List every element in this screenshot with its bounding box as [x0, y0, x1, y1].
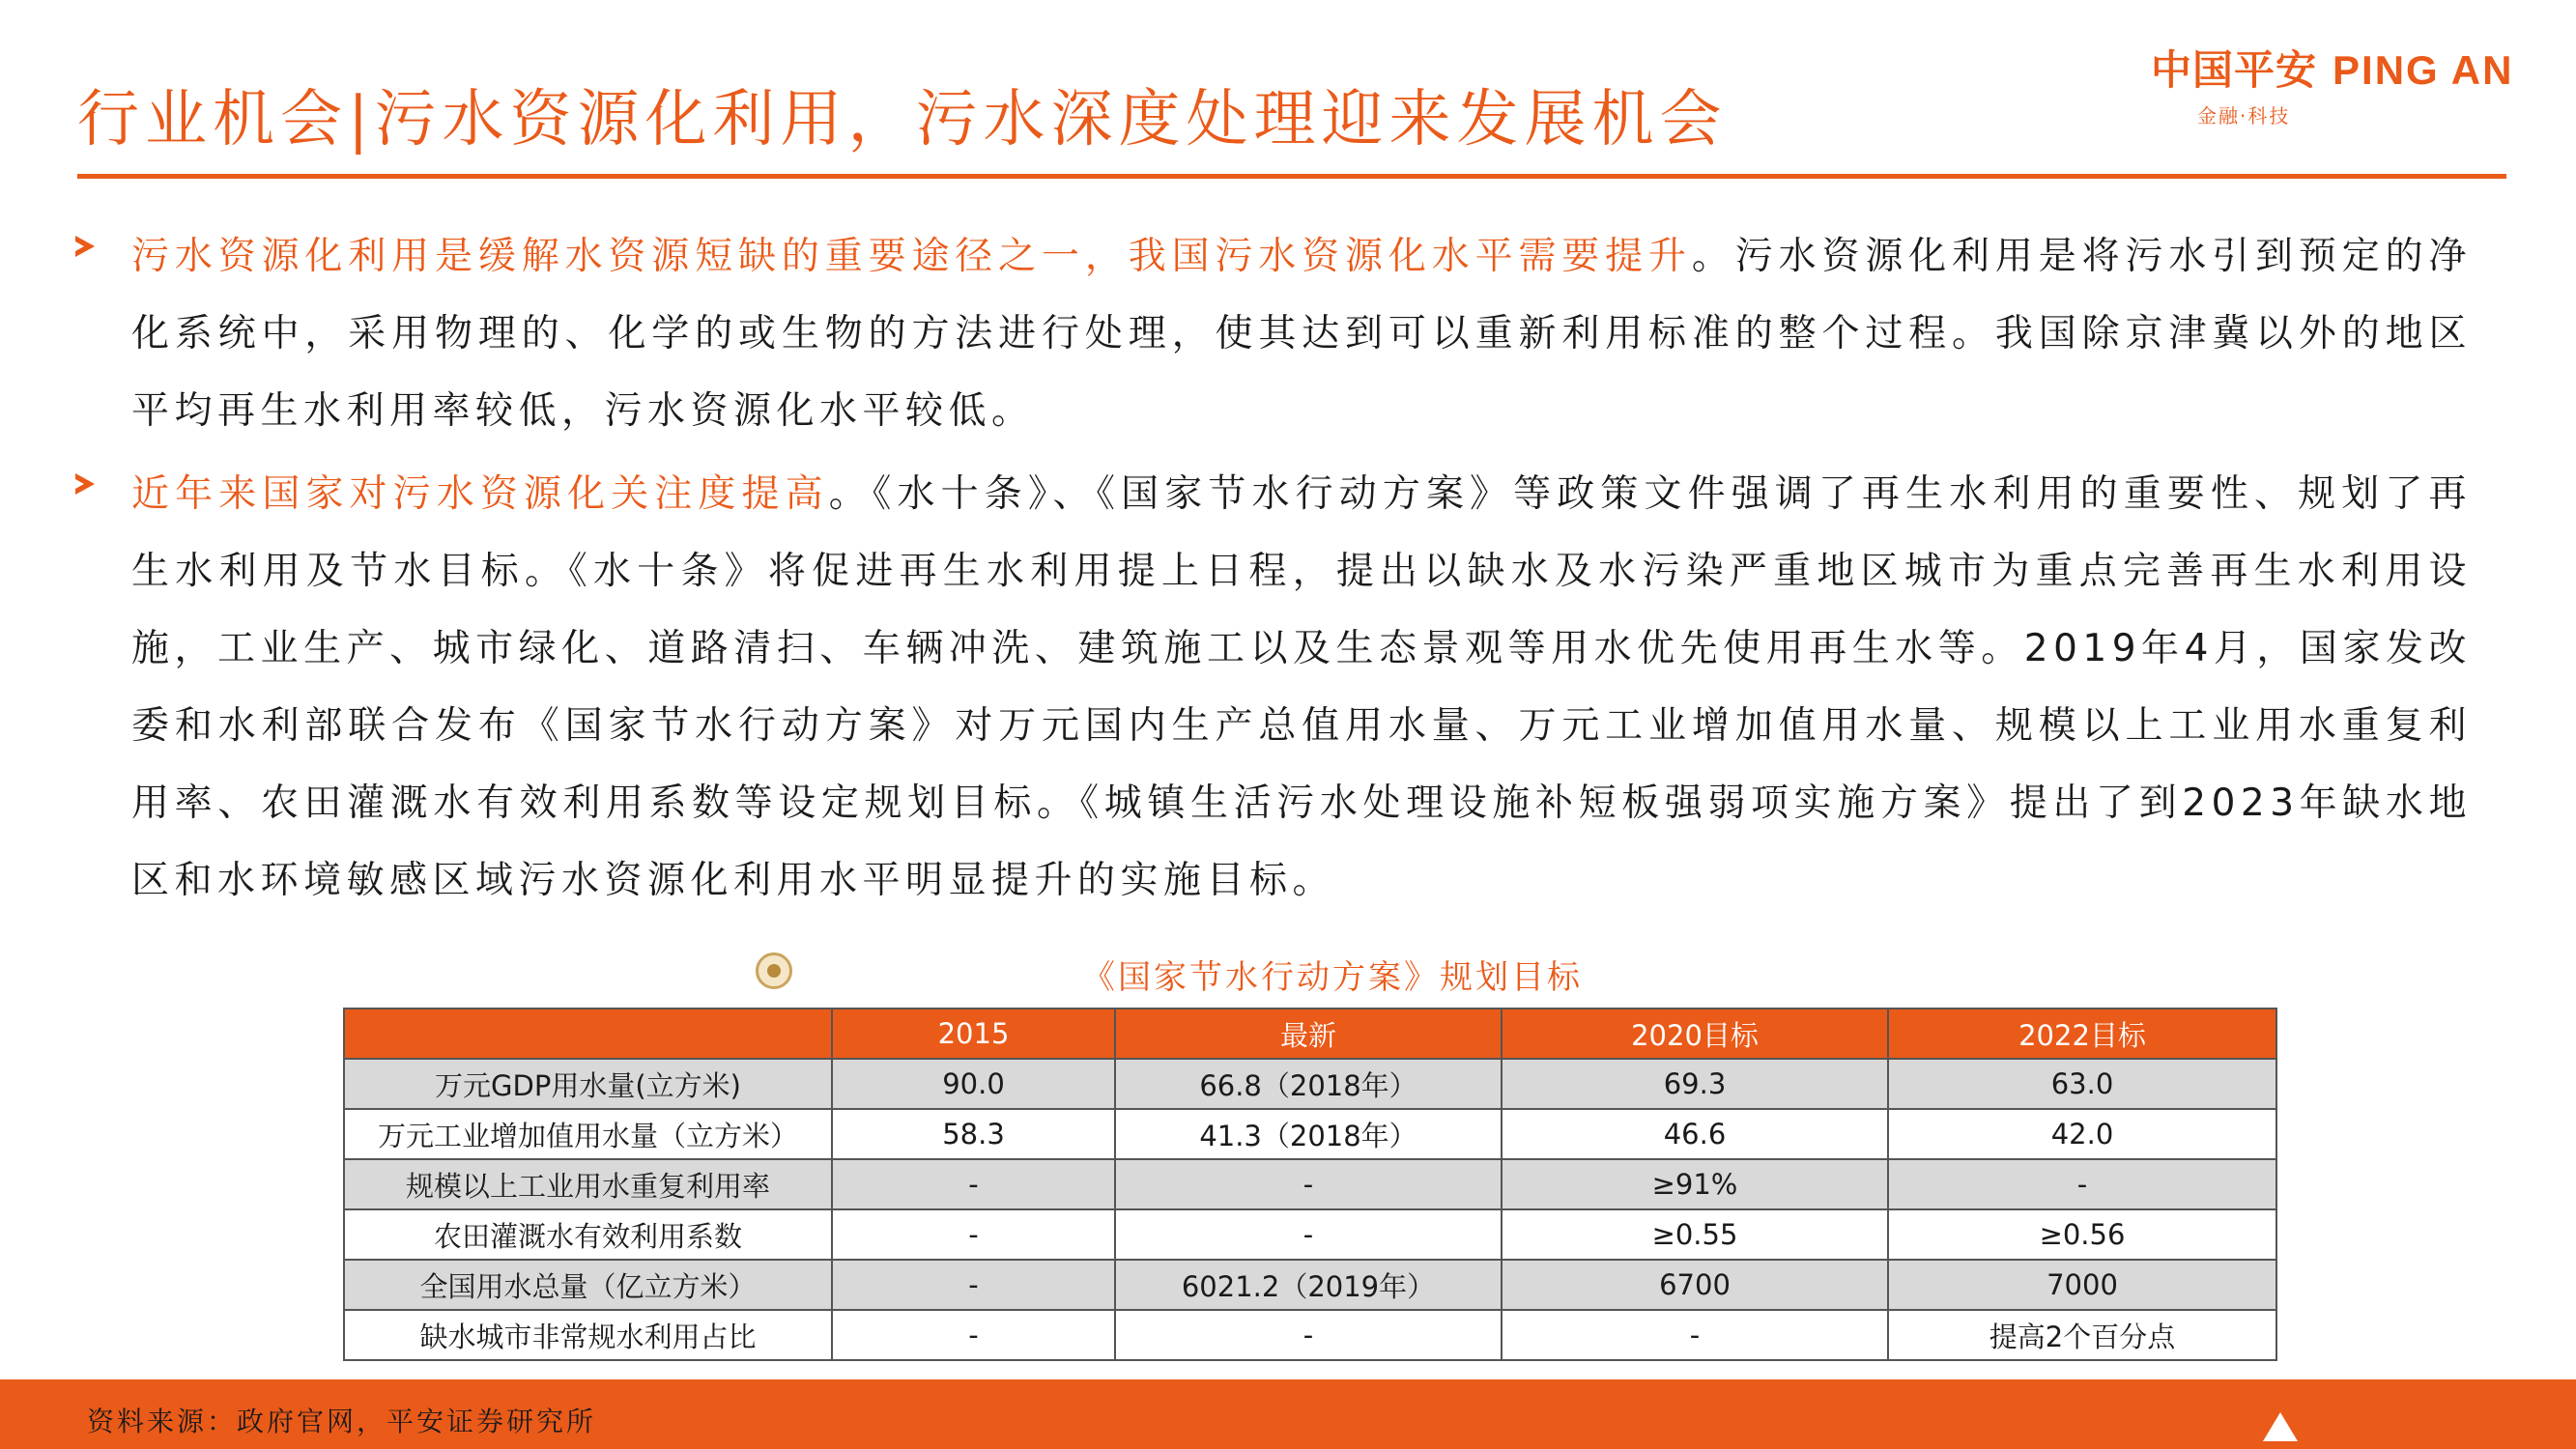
table-cell: -: [1115, 1209, 1502, 1260]
bullet-body: 。污水资源化利用是将污水引到预定的净化系统中，采用物理的、化学的或生物的方法进行处理，使其达到可以重新利用标准的整个过程。我国除京津冀以外的地区平均再生水利用率较低，污水资源化水平较低。: [131, 235, 2472, 433]
table-cell: ≥0.56: [1888, 1209, 2276, 1260]
bullet-item: [75, 456, 2472, 920]
target-icon: [756, 952, 792, 989]
bullet-arrow-icon: [75, 236, 95, 257]
targets-table: [343, 1008, 2277, 1361]
table-cell: -: [1502, 1310, 1888, 1360]
table-row: [344, 1310, 2276, 1360]
table-cell: 规模以上工业用水重复利用率: [344, 1159, 832, 1209]
table-row: [344, 1059, 2276, 1109]
table-cell: 6700: [1502, 1260, 1888, 1310]
table-cell: ≥91%: [1502, 1159, 1888, 1209]
table-cell: 提高2个百分点: [1888, 1310, 2276, 1360]
table-cell: 63.0: [1888, 1059, 2276, 1109]
header-cell: 2015: [832, 1009, 1115, 1059]
bullet-highlight: 近年来国家对污水资源化关注度提高: [131, 472, 829, 516]
logo-cn: 中国平安: [2151, 47, 2318, 93]
table-cell: 58.3: [832, 1109, 1115, 1159]
header-cell: 最新: [1115, 1009, 1502, 1059]
header-cell: [344, 1009, 832, 1059]
table-row: [344, 1260, 2276, 1310]
bullet-arrow-icon: [75, 473, 95, 495]
header-cell: 2022目标: [1888, 1009, 2276, 1059]
table-cell: 全国用水总量（亿立方米）: [344, 1260, 832, 1310]
table-cell: 7000: [1888, 1260, 2276, 1310]
table-cell: 万元GDP用水量(立方米): [344, 1059, 832, 1109]
table-row: [344, 1109, 2276, 1159]
table-cell: 66.8（2018年）: [1115, 1059, 1502, 1109]
table-cell: 42.0: [1888, 1109, 2276, 1159]
table-cell: -: [832, 1209, 1115, 1260]
table-cell: 农田灌溉水有效利用系数: [344, 1209, 832, 1260]
logo-wordmark: [2151, 39, 2549, 97]
table-cell: 缺水城市非常规水利用占比: [344, 1310, 832, 1360]
table-cell: 6021.2（2019年）: [1115, 1260, 1502, 1310]
table-cell: 46.6: [1502, 1109, 1888, 1159]
table-cell: 90.0: [832, 1059, 1115, 1109]
table-header-row: [344, 1009, 2276, 1059]
table-title: 《国家节水行动方案》规划目标: [1082, 958, 1583, 997]
table-row: [344, 1159, 2276, 1209]
table-cell: -: [832, 1159, 1115, 1209]
table-cell: -: [832, 1260, 1115, 1310]
bullet-list: [75, 218, 2472, 925]
logo-tagline: 金融·科技: [2197, 104, 2291, 128]
table-cell: -: [832, 1310, 1115, 1360]
table-row: [344, 1209, 2276, 1260]
logo-en: PING AN: [2333, 47, 2514, 93]
table-cell: -: [1115, 1159, 1502, 1209]
bullet-body: 。《水十条》、《国家节水行动方案》等政策文件强调了再生水利用的重要性、规划了再生水利用及节水目标。《水十条》将促进再生水利用提上日程，提出以缺水及水污染严重地区城市为重点完善再生水利用设施，工业生产、城市绿化、道路清扫、车辆冲洗、建筑施工以及生态景观等用水优先使用再生水等。2019年4月，国家发改委和水利部联合发布《国家节水行动方案》对万元国内生产总值用水量、万元工业增加值用水量、规模以上工业用水重复利用率、农田灌溉水有效利用系数等设定规划目标。《城镇生活污水处理设施补短板强弱项实施方案》提出了到2023年缺水地区和水环境敏感区域污水资源化利用水平明显提升的实施目标。: [131, 472, 2472, 902]
bullet-text: [131, 456, 2472, 920]
table-cell: 69.3: [1502, 1059, 1888, 1109]
bullet-item: [75, 218, 2472, 450]
table-cell: 万元工业增加值用水量（立方米）: [344, 1109, 832, 1159]
table-cell: -: [1115, 1310, 1502, 1360]
header-cell: 2020目标: [1502, 1009, 1888, 1059]
ping-an-logo: [2151, 39, 2549, 128]
bullet-text: [131, 218, 2472, 450]
table-cell: -: [1888, 1159, 2276, 1209]
footer-triangle-icon: [2263, 1412, 2298, 1441]
table-cell: 41.3（2018年）: [1115, 1109, 1502, 1159]
page-title: 行业机会|污水资源化利用，污水深度处理迎来发展机会: [77, 84, 1728, 156]
table-cell: ≥0.55: [1502, 1209, 1888, 1260]
bullet-highlight: 污水资源化利用是缓解水资源短缺的重要途径之一，我国污水资源化水平需要提升: [131, 235, 1692, 278]
title-underline: [77, 174, 2506, 179]
source-note: 资料来源：政府官网，平安证券研究所: [87, 1406, 597, 1437]
